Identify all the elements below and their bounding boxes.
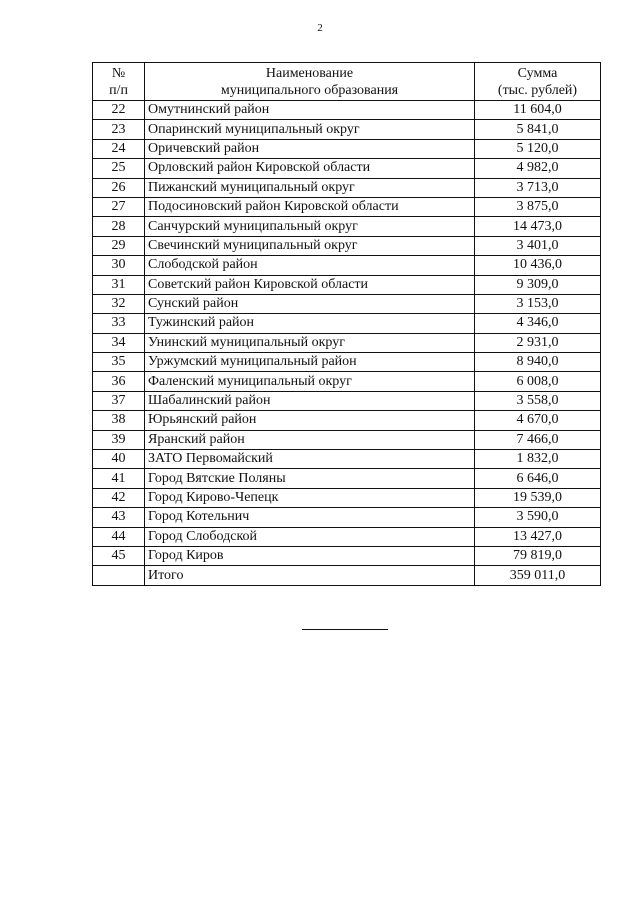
row-name: Опаринский муниципальный округ: [145, 120, 475, 139]
row-sum: 10 436,0: [475, 256, 601, 275]
allocation-table: [92, 62, 601, 586]
row-sum: 2 931,0: [475, 333, 601, 352]
table-row: [93, 217, 601, 236]
header-name: [145, 63, 475, 101]
row-number: 42: [93, 488, 145, 507]
end-rule: [302, 629, 388, 630]
table-header-row: [93, 63, 601, 101]
row-sum: 8 940,0: [475, 353, 601, 372]
table-row: [93, 546, 601, 565]
row-sum: 1 832,0: [475, 450, 601, 469]
row-name: Свечинский муниципальный округ: [145, 236, 475, 255]
table-row: [93, 527, 601, 546]
table-row: [93, 450, 601, 469]
header-name-line2: муниципального образования: [220, 82, 399, 98]
row-name: Город Вятские Поляны: [145, 469, 475, 488]
table-row: [93, 197, 601, 216]
table-row: [93, 159, 601, 178]
table-row: [93, 430, 601, 449]
row-sum: 11 604,0: [475, 101, 601, 120]
row-sum: 5 120,0: [475, 139, 601, 158]
row-name: Уржумский муниципальный район: [145, 353, 475, 372]
table-body: [93, 101, 601, 566]
row-number: 24: [93, 139, 145, 158]
table-row: [93, 120, 601, 139]
row-sum: 14 473,0: [475, 217, 601, 236]
row-name: Подосиновский район Кировской области: [145, 197, 475, 216]
row-number: 31: [93, 275, 145, 294]
row-number: 37: [93, 391, 145, 410]
row-number: 23: [93, 120, 145, 139]
row-number: 35: [93, 353, 145, 372]
table-row: [93, 275, 601, 294]
row-name: Фаленский муниципальный округ: [145, 372, 475, 391]
row-number: 25: [93, 159, 145, 178]
row-number: 44: [93, 527, 145, 546]
row-name: Город Котельнич: [145, 508, 475, 527]
row-number: 29: [93, 236, 145, 255]
row-sum: 79 819,0: [475, 546, 601, 565]
row-name: Слободской район: [145, 256, 475, 275]
row-number: 33: [93, 314, 145, 333]
row-number: 26: [93, 178, 145, 197]
row-sum: 3 713,0: [475, 178, 601, 197]
total-number: [93, 566, 145, 585]
row-number: 28: [93, 217, 145, 236]
header-number: [93, 63, 145, 101]
row-number: 40: [93, 450, 145, 469]
row-number: 45: [93, 546, 145, 565]
row-sum: 3 590,0: [475, 508, 601, 527]
row-sum: 13 427,0: [475, 527, 601, 546]
row-name: Советский район Кировской области: [145, 275, 475, 294]
row-number: 39: [93, 430, 145, 449]
table-row: [93, 178, 601, 197]
table-row: [93, 488, 601, 507]
row-sum: 3 153,0: [475, 294, 601, 313]
row-name: Омутнинский район: [145, 101, 475, 120]
row-sum: 7 466,0: [475, 430, 601, 449]
row-number: 38: [93, 411, 145, 430]
row-name: Юрьянский район: [145, 411, 475, 430]
table-row: [93, 139, 601, 158]
table-row: [93, 314, 601, 333]
row-sum: 3 558,0: [475, 391, 601, 410]
header-sum-line1: Сумма: [517, 65, 558, 81]
row-name: Оричевский район: [145, 139, 475, 158]
row-number: 41: [93, 469, 145, 488]
total-label: Итого: [145, 566, 475, 585]
table-row: [93, 101, 601, 120]
table-row: [93, 353, 601, 372]
table-row: [93, 333, 601, 352]
row-sum: 4 670,0: [475, 411, 601, 430]
row-name: ЗАТО Первомайский: [145, 450, 475, 469]
row-name: Шабалинский район: [145, 391, 475, 410]
header-number-line2: п/п: [109, 82, 128, 98]
table-row: [93, 469, 601, 488]
total-sum: 359 011,0: [475, 566, 601, 585]
row-name: Город Кирово-Чепецк: [145, 488, 475, 507]
row-sum: 9 309,0: [475, 275, 601, 294]
table-row: [93, 294, 601, 313]
row-sum: 5 841,0: [475, 120, 601, 139]
table-row: [93, 508, 601, 527]
table-row: [93, 411, 601, 430]
row-number: 34: [93, 333, 145, 352]
header-sum: [475, 63, 601, 101]
row-sum: 3 401,0: [475, 236, 601, 255]
table-row: [93, 372, 601, 391]
table-row: [93, 256, 601, 275]
row-name: Санчурский муниципальный округ: [145, 217, 475, 236]
row-number: 43: [93, 508, 145, 527]
row-sum: 4 982,0: [475, 159, 601, 178]
row-sum: 3 875,0: [475, 197, 601, 216]
row-name: Яранский район: [145, 430, 475, 449]
row-number: 36: [93, 372, 145, 391]
page-number: 2: [317, 22, 323, 34]
row-name: Унинский муниципальный округ: [145, 333, 475, 352]
row-name: Пижанский муниципальный округ: [145, 178, 475, 197]
table-row: [93, 391, 601, 410]
header-sum-line2: (тыс. рублей): [497, 82, 578, 98]
row-number: 30: [93, 256, 145, 275]
row-sum: 6 646,0: [475, 469, 601, 488]
row-name: Город Слободской: [145, 527, 475, 546]
total-row: [93, 566, 601, 585]
row-name: Орловский район Кировской области: [145, 159, 475, 178]
header-number-line1: №: [111, 65, 126, 81]
row-sum: 19 539,0: [475, 488, 601, 507]
row-number: 27: [93, 197, 145, 216]
row-name: Сунский район: [145, 294, 475, 313]
row-sum: 4 346,0: [475, 314, 601, 333]
row-number: 32: [93, 294, 145, 313]
row-number: 22: [93, 101, 145, 120]
row-sum: 6 008,0: [475, 372, 601, 391]
table-row: [93, 236, 601, 255]
header-name-line1: Наименование: [265, 65, 354, 81]
row-name: Город Киров: [145, 546, 475, 565]
row-name: Тужинский район: [145, 314, 475, 333]
